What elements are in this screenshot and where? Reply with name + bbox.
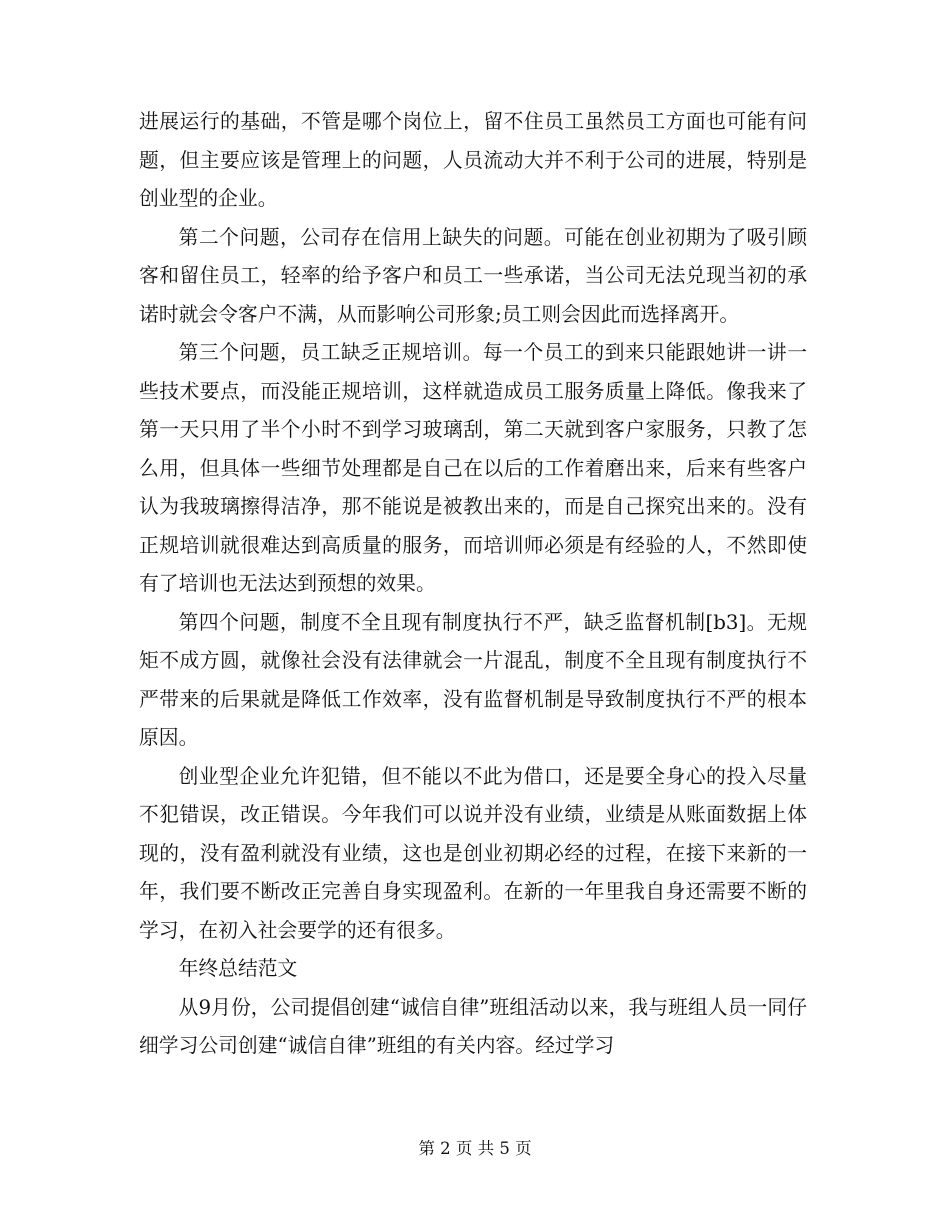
paragraph-6: 从9月份，公司提倡创建“诚信自律”班组活动以来，我与班组人员一同仔细学习公司创建“诚信自律”班组的有关内容。经过学习 [139,995,807,1057]
paragraph-4: 第四个问题，制度不全且现有制度执行不严，缺乏监督机制[b3]。无规矩不成方圆，就像社会没有法律就会一片混乱，制度不全且现有制度执行不严带来的后果就是降低工作效率，没有监督机制是导致制度执行不严的根本原因。 [139,610,807,749]
page-number-footer: 第 2 页 共 5 页 [418,1139,532,1158]
section-heading: 年终总结范文 [178,957,298,980]
paragraph-5: 创业型企业允许犯错，但不能以不此为借口，还是要全身心的投入尽量不犯错误，改正错误。今年我们可以说并没有业绩，业绩是从账面数据上体现的，没有盈利就没有业绩，这也是创业初期必经的过程，在接下来新的一年，我们要不断改正完善自身实现盈利。在新的一年里我自身还需要不断的学习，在初入社会要学的还有很多。 [139,764,807,942]
paragraph-2: 第二个问题，公司存在信用上缺失的问题。可能在创业初期为了吸引顾客和留住员工，轻率的给予客户和员工一些承诺，当公司无法兑现当初的承诺时就会令客户不满，从而影响公司形象;员工则会因此而选择离开。 [139,225,807,326]
document-body [139,103,807,1066]
paragraph-1: 进展运行的基础，不管是哪个岗位上，留不住员工虽然员工方面也可能有问题，但主要应该是管理上的问题，人员流动大并不利于公司的进展，特别是创业型的企业。 [139,110,807,210]
paragraph-3: 第三个问题，员工缺乏正规培训。每一个员工的到来只能跟她讲一讲一些技术要点，而没能正规培训，这样就造成员工服务质量上降低。像我来了第一天只用了半个小时不到学习玻璃刮，第二天就到客户家服务，只教了怎么用，但具体一些细节处理都是自己在以后的工作着磨出来，后来有些客户认为我玻璃擦得洁净，那不能说是被教出来的，而是自己探究出来的。没有正规培训就很难达到高质量的服务，而培训师必须是有经验的人，不然即使有了培训也无法达到预想的效果。 [139,341,807,595]
